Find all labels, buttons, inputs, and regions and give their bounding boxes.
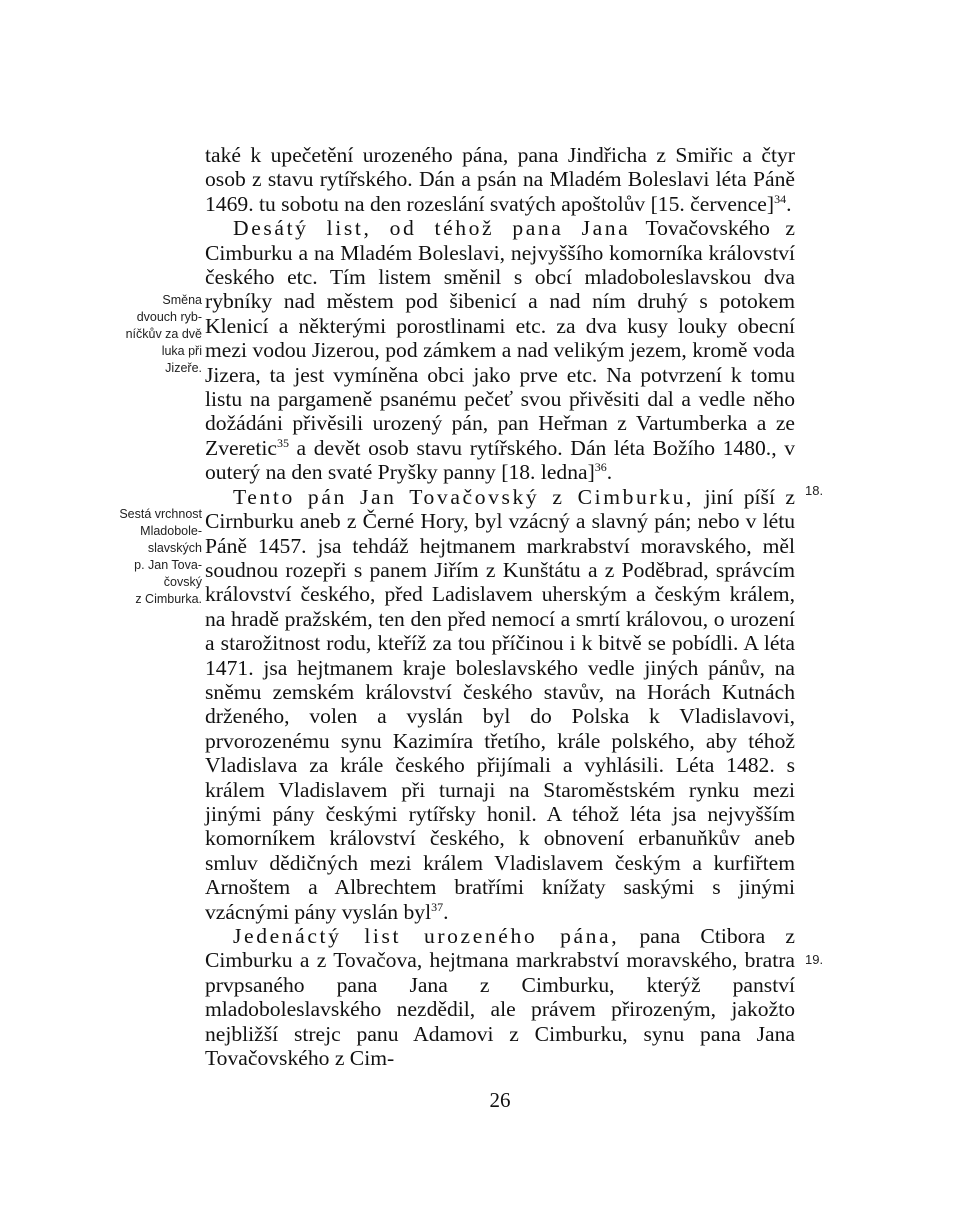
paragraph [205,216,795,484]
margin-note-line: z Cimburka. [135,592,202,606]
paragraph-text: také k upečetění urozeného pána, pana Jindřicha z Smiřic a čtyr osob z stavu rytířského. Dán a psán na Mladém Boleslavi léta Páně 1469. tu sobotu na den rozeslání svatých apoštolův [15. července] [205,143,795,216]
margin-note-line: Směna [162,293,202,307]
paragraph-text: . [443,899,449,924]
margin-number-19: 19. [805,952,824,967]
main-text-block [205,143,795,1070]
paragraph-text: Tovačovského z Cimburku a na Mladém Boleslavi, nejvyššího komorníka království českého etc. Tím listem směnil s obcí mladoboleslavskou dva rybníky nad městem pod šibenicí a nad ním druhý s potokem Klenicí a některými porostlinami etc. za dva kusy louky obecní mezi vodou Jizerou, pod zámkem a nad velikým jezem, kromě voda Jizera, ta jest vymíněna obci jako prve etc. Na potvrzení k tomu listu na pargameně psanému pečeť svou přivěsiti dal a vedle něho dožádáni přivěsili urozený pán, pan Heřman z Vartumberka a ze Zveretic [205,216,795,460]
spaced-heading-text: Jedenáctý list urozeného pána, [233,924,620,948]
footnote-ref: 35 [276,435,289,450]
paragraph-text: a devět osob stavu rytířského. Dán léta Božího 1480., v outerý na den svaté Pryšky panny [18. ledna] [205,435,795,485]
margin-note-line: Mladobole- [140,524,202,538]
paragraph-text: . [606,460,613,485]
margin-note-line: Sestá vrchnost [119,507,202,521]
spaced-heading-text: Desátý list, od téhož pana Jana [233,216,631,241]
footnote-ref: 36 [594,460,607,475]
page-number: 26 [489,1088,511,1112]
margin-note-line: luka při [161,344,202,358]
margin-note-line: dvouch ryb- [136,310,202,324]
margin-note-sixth-lord [92,506,202,608]
margin-note-line: níčkův za dvě [125,327,202,341]
paragraph-text: pana Ctibora z Cimburku a z Tovačova, hejtmana markrabství moravského, bratra prvpsaného pana Jana z Cimburku, kterýž panství mladoboleslavského nezdědil, ale právem přirozeným, jakožto nejbližší strejc panu Adamovi z Cimburku, synu pana Jana Tovačovského z Cim- [205,924,795,1071]
margin-note-line: slavských [147,541,202,555]
margin-note-line: čovský [163,575,202,589]
footnote-ref: 37 [431,899,444,914]
spaced-heading-text: Tento pán Jan Tovačovský z Cimburku, [233,484,694,509]
footnote-ref: 34 [774,191,787,206]
paragraph-text: jiní píší z Cirnburku aneb z Černé Hory, byl vzácný a slavný pán; nebo v létu Páně 1457. jsa tehdáž hejtmanem markrabství moravského, měl soudnou rozepři s panem Jiřím z Kunštátu a z Poděbrad, správcím království českého, před Ladislavem uherským a českým králem, na hradě pražském, ten den před nemocí a smrtí královou, o urození a starožitnost rodu, kteříž za tou příčinou i k bitvě se pobídli. A léta 1471. jsa hejtmanem kraje boleslavského vedle jiných pánův, na sněmu zemském království českého stavův, na Horách Kutnách drženého, volen a vyslán byl do Polska k Vladislavovi, prvorozenému synu Kazimíra třetího, krále polského, aby téhož Vladislava za krále českého přijímali a vyhlásili. Léta 1482. s králem Vladislavem při turnaji na Staroměstském rynku mezi jinými pány českými rytířsky honil. A téhož léta jsa nejvyšším komorníkem království českého, k obnovení erbanuňkův aneb smluv dědičných mezi králem Vladislavem českým a kurfiřtem Arnoštem a Albrechtem bratřími knížaty saskými s jinými vzácnými pány vyslán byl [205,484,795,924]
margin-note-line: p. Jan Tova- [134,558,202,572]
margin-note-exchange-ponds [92,292,202,377]
margin-number-18: 18. [805,483,824,498]
margin-note-line: Jizeře. [165,361,202,375]
paragraph [205,143,795,216]
paragraph-text: . [786,191,792,216]
paragraph [205,485,795,924]
paragraph [205,924,795,1070]
